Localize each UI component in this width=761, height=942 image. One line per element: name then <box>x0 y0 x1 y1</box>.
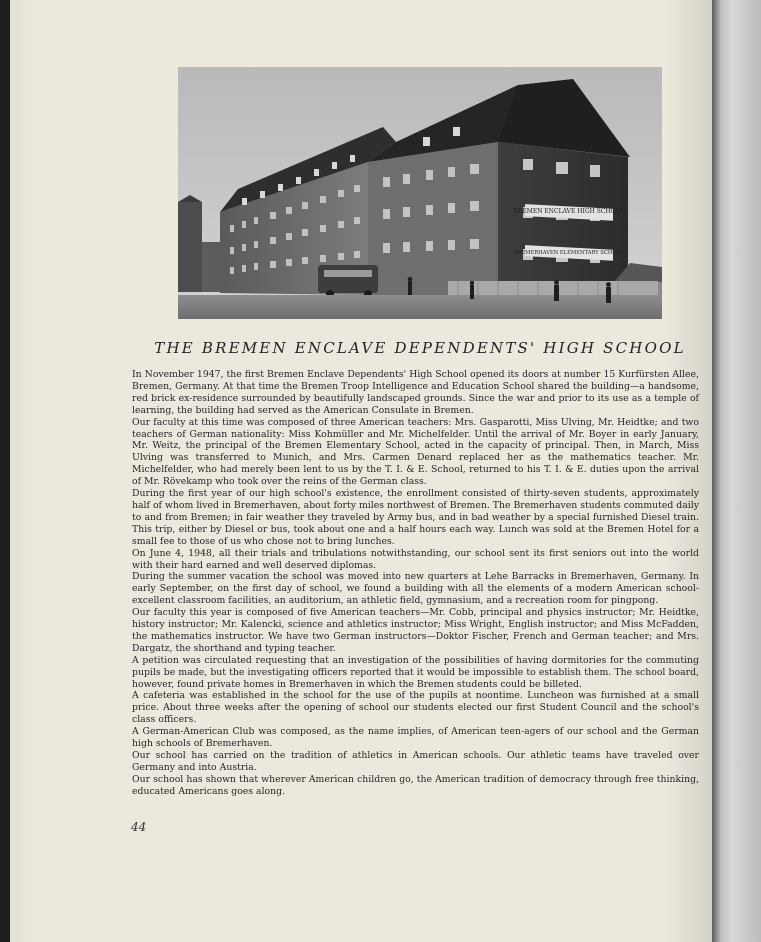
school-building-illustration <box>178 67 662 319</box>
paragraph: During the first year of our high school's existence, the enrollment consisted of thirty-seven students, approximately half of whom lived in Bremerhaven, about forty miles northwest of Bremen. The Bremerhaven students commuted daily to and from Bremen; in fair weather they traveled by Army bus, and in bad weather by a special furnished Diesel train. This trip, either by Diesel or bus, took about one and a half hours each way. Lunch was sold at the Bremen Hotel for a small fee to those of us who chose not to bring lunches. <box>132 488 699 547</box>
paragraph: Our school has carried on the tradition of athletics in American schools. Our athletic teams have traveled over Germany and into Austria. <box>132 750 699 773</box>
sign-lower: BREMERHAVEN ELEMENTARY SCHOOL <box>513 250 625 256</box>
article-body <box>132 369 699 798</box>
paragraph: A German-American Club was composed, as the name implies, of American teen-agers of our school and the German high schools of Bremerhaven. <box>132 726 699 750</box>
paragraph: A petition was circulated requesting that an investigation of the possibilities of having dormitories for the commuting pupils be made, but the investigating officers reported that it would be impossible to establish them. The school board, however, found private homes in Bremerhaven in which the Bremen students could be billeted. <box>132 654 699 690</box>
paragraph: On June 4, 1948, all their trials and tribulations notwithstanding, our school sent its first seniors out into the world with their hard earned and well deserved diplomas. <box>132 547 699 571</box>
paragraph: Our school has shown that wherever American children go, the American tradition of democracy through free thinking, educated Americans goes along. <box>132 773 699 797</box>
page-number: 44 <box>131 820 147 834</box>
article-title: THE BREMEN ENCLAVE DEPENDENTS' HIGH SCHOOL <box>154 339 686 357</box>
paragraph: A cafeteria was established in the school for the use of the pupils at noontime. Luncheon was furnished at a small price. About three weeks after the opening of school our students elected our first Student Council and the school's class officers. <box>132 690 699 726</box>
yearbook-page <box>10 0 722 942</box>
paragraph: Our faculty this year is composed of five American teachers—Mr. Cobb, principal and physics instructor; Mr. Heidtke, history instructor; Mr. Kalencki, science and athletics instructor; Miss Wright, English instructor; and Miss McFadden, the mathematics instructor. We have two German instructors—Doktor Fischer, French and German teacher; and Mrs. Dargatz, the shorthand and typing teacher. <box>132 607 699 654</box>
school-building-photo <box>178 67 662 319</box>
paragraph: In November 1947, the first Bremen Enclave Dependents' High School opened its doors at number 15 Kurfürsten Allee, Bremen, Germany. At that time the Bremen Troop Intelligence and Education School shared the building—a handsome, red brick ex-residence surrounded by beautifully landscaped grounds. Since the war and prior to its use as a temple of learning, the building had served as the American Consulate in Bremen. <box>132 369 699 416</box>
paragraph: During the summer vacation the school was moved into new quarters at Lehe Barracks in Bremerhaven, Germany. In early September, on the first day of school, we found a building with all the elements of a modern American school-excellent classroom facilities, an auditorium, an athletic field, gymnasium, and a recreation room for pingpong. <box>132 571 699 607</box>
adjacent-page-edge <box>712 0 761 942</box>
paragraph: Our faculty at this time was composed of three American teachers: Mrs. Gasparotti, Miss Ulving, Mr. Heidtke; and two teachers of German nationality: Miss Kohmüller and Mr. Michelfelder. Until the arrival of Mr. Boyer in early January, Mr. Weitz, the principal of the Bremen Elementary School, acted in the capacity of principal. Then, in March, Miss Ulving was transferred to Munich, and Mrs. Carmen Denard replaced her as the mathematics teacher. Mr. Michelfelder, who had merely been lent to us by the T. I. & E. School, returned to his T. I. & E. duties upon the arrival of Mr. Rövekamp who took over the reins of the German class. <box>132 416 699 488</box>
sign-upper: BREMEN ENCLAVE HIGH SCHOOL <box>513 208 625 215</box>
